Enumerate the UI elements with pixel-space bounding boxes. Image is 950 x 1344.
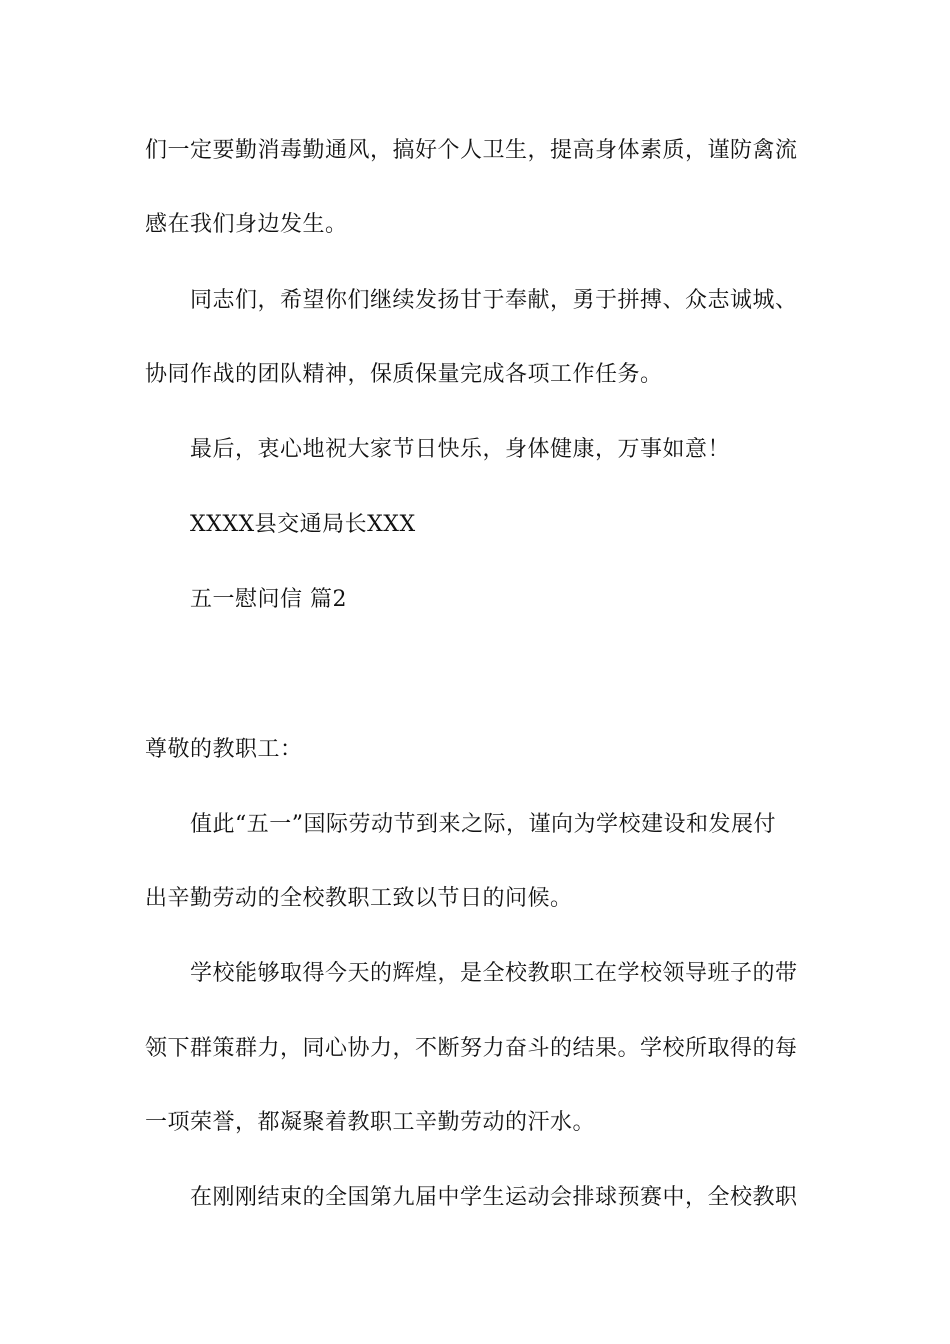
salutation: 尊敬的教职工： (145, 737, 303, 762)
paragraph-line: 一项荣誉，都凝聚着教职工辛勤劳动的汗水。 (145, 1110, 596, 1135)
paragraph-line: 在刚刚结束的全国第九届中学生运动会排球预赛中，全校教职 (190, 1185, 798, 1210)
paragraph-line: 领下群策群力，同心协力，不断努力奋斗的结果。学校所取得的每 (145, 1036, 798, 1061)
paragraph-line: 协同作战的团队精神，保质保量完成各项工作任务。 (145, 362, 663, 387)
signature-line: XXXX县交通局长XXX (190, 512, 416, 537)
paragraph-line: 最后，衷心地祝大家节日快乐，身体健康，万事如意！ (190, 437, 731, 462)
paragraph-line: 们一定要勤消毒勤通风，搞好个人卫生，提高身体素质，谨防禽流 (145, 138, 798, 163)
paragraph-line: 学校能够取得今天的辉煌，是全校教职工在学校领导班子的带 (190, 961, 798, 986)
paragraph-line: 同志们，希望你们继续发扬甘于奉献，勇于拼搏、众志诚城、 (190, 288, 798, 313)
section-heading: 五一慰问信 篇2 (190, 587, 347, 612)
paragraph-line: 出辛勤劳动的全校教职工致以节日的问候。 (145, 886, 573, 911)
paragraph-line: 感在我们身边发生。 (145, 212, 348, 237)
paragraph-line: 值此“五一”国际劳动节到来之际，谨向为学校建设和发展付 (190, 812, 776, 837)
